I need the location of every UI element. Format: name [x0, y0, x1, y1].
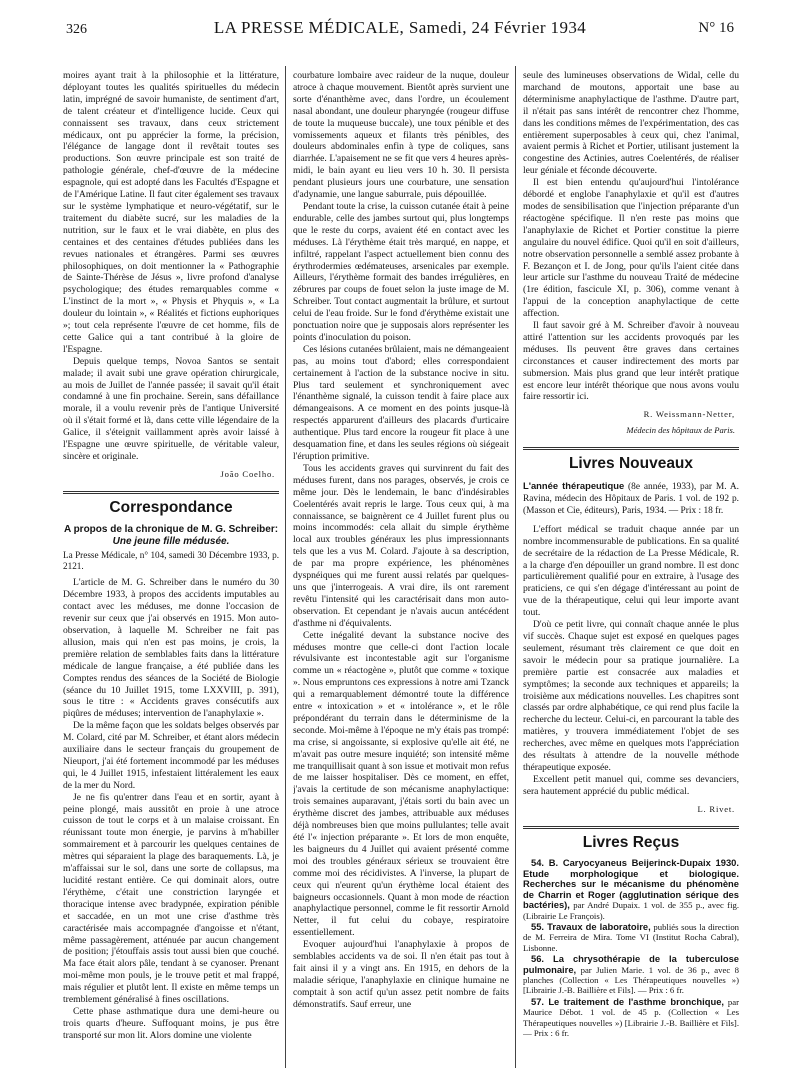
column-left: [63, 70, 279, 1070]
paragraph: Il faut savoir gré à M. Schreiber d'avoir à nouveau attiré l'attention sur les accidents provoqués par les méduses. Ils peuvent être graves dans certaines circonstances et causer indirectement des morts par submersion. Mais plus grand que leur intérêt pratique est encore leur intérêt théorique que nous avons voulu faire ressortir ici.: [523, 320, 739, 403]
received-title: 57. Le traitement de l'asthme bronchique,: [531, 995, 725, 1007]
paragraph: De la même façon que les soldats belges observés par M. Colard, cité par M. Schreiber, et étant alors médecin auxiliaire dans le secteur français du groupement de Nieuport, j'ai été fortement incommodé par les méduses qui, le 4 Juillet 1915, infestaient littéralement les eaux de la mer du Nord.: [63, 720, 279, 791]
received-title: 55. Travaux de laboratoire,: [531, 920, 651, 932]
author-affiliation: Médecin des hôpitaux de Paris.: [626, 425, 735, 436]
paragraph: D'où ce petit livre, qui connaît chaque année le plus vif succès. Chaque sujet est exposé en quelques pages seulement, résumant très clairement ce que doit en savoir le médecin pour sa pratique journalière. La première partie est consacrée aux maladies et symptômes; la seconde aux techniques et appareils; la troisième aux médications nouvelles. Les chapitres sont classés par ordre alphabétique, ce qui rend plus facile la recherche du lecteur. Celui-ci, en parcourant la table des matières, y trouvera immédiatement l'objet de ses recherches, avec même en quelques mots l'appréciation des résultats à attendre de la nouvelle méthode thérapeutique exposée.: [523, 619, 739, 773]
article-subtitle-italic: Une jeune fille médusée.: [112, 535, 230, 547]
received-details: par Julien Marie. 1 vol. de 36 p., avec 8 planches (Collection « Les Thérapeutiques nouvelles ») [Librairie J.-B. Baillière et Fils]. — Prix : 6 fr.: [523, 964, 739, 996]
article-subtitle: A propos de la chronique de M. G. Schreiber:: [63, 523, 279, 535]
journal-title: LA PRESSE MÉDICALE, Samedi, 24 Février 1934: [213, 18, 587, 37]
received-title: 54. B. Caryocyaneus Beijerinck-Dupaix 1930. Etude morphologique et biologique. Recherches sur le mécanisme du phénomène de Charrin et Roger (agglutination sérique des bactéries),: [523, 857, 739, 911]
paragraph: Cette phase asthmatique dura une demi-heure ou trois quarts d'heure. Suffoquant moins, je pus être transporté sur mon lit. Alors domine une violente: [63, 1005, 279, 1041]
section-title-correspondance: Correspondance: [63, 491, 279, 514]
list-item: [523, 997, 739, 1039]
paragraph: Il est bien entendu qu'aujourd'hui l'intolérance débordé et englobe l'anaphylaxie et qu'il est d'autres modes de sensibilisation que l'injection préparante d'un réactogène spécifique. Il n'en reste pas moins que l'anaphylaxie de Richet et Portier constitue la pierre angulaire du nouvel édifice. Quoi qu'il en soit d'ailleurs, notre observation personnelle a semblé assez probante à F. Bezançon et I. de Jong, pour qu'ils l'aient citée dans leur article sur l'asthme du nouveau Traité de médecine (1re édition, fascicule XI, p. 306), comme venant à l'appui de la conception anaphylactique de cette affection.: [523, 177, 739, 320]
paragraph: seule des lumineuses observations de Widal, celle du marchand de moutons, apportait une base au déterminisme anaphylactique de l'asthme. D'autre part, il n'était pas sans intérêt de rencontrer chez l'homme, dans les conditions mêmes de l'expérimentation, des cas entièrement superposables à ceux qui, chez l'animal, avaient permis à Richet et Portier, utilisant justement la congestine des Actinies, autres Coelentérés, de réaliser leur géniale et féconde découverte.: [523, 70, 739, 177]
list-item: [523, 858, 739, 920]
author-signature: L. Rivet.: [697, 803, 735, 814]
paragraph: Tous les accidents graves qui survinrent du fait des méduses furent, dans nos parages, observés, je crois ce même jour. Dès le lendemain, le banc d'indésirables Coelentérés avait repris le large. Tous ceux qui, à ma connaissance, se baignèrent ce 4 Juillet furent plus ou moins incommodés: cela allait du simple érythème local aux troubles généraux les plus impressionnants tels que les a vus M. Colard. J'ajoute à sa description, de par ma propre expérience, les phénomènes dyspnéiques qui me furent aussi relatés par quelques-uns que j'interrogeais. A vrai dire, ils ont rarement revêtu l'intensité qui les caractérisait dans mon auto-observation. Et cependant je n'avais aucun antécédent d'asthme ni d'équivalents.: [293, 462, 509, 629]
section-title-livres-nouveaux: Livres Nouveaux: [523, 447, 739, 470]
paragraph: Evoquer aujourd'hui l'anaphylaxie à propos de semblables accidents va de soi. Il n'en était pas tout à fait ainsi il y a vingt ans. En 1915, en dehors de la maladie sérique, l'anaphylaxie en clinique humaine ne comptait à son actif qu'un assez petit nombre de faits démonstratifs. Sauf erreur, une: [293, 939, 509, 1010]
received-details: par Maurice Débot. 1 vol. de 45 p. (Collection « Les Thérapeutiques nouvelles ») [Librairie J.-B. Baillière et Fils]. — Prix : 6 fr.: [523, 996, 739, 1038]
paragraph: L'article de M. G. Schreiber dans le numéro du 30 Décembre 1933, à propos des accidents imputables au contact avec les méduses, me donne l'occasion de revenir sur ceux que j'ai observés en 1915. Mon auto-observation, à laquelle M. Schreiber ne fait pas allusion, mais qui n'en est pas moins, je crois, la première relation de semblables faits dans la littérature médicale de langue française, a été publiée dans les Comptes rendus des séances de la Société de Biologie (séance du 10 Juillet 1915, tome LXXVIII, p. 391), sous le titre : « Accidents graves consécutifs aux piqûres de méduses; intervention de l'anaphylaxie ».: [63, 577, 279, 720]
author-signature: João Coelho.: [220, 468, 275, 479]
received-details: publiés sous la direction de M. Ferreira de Mira. Tome VI (Institut Rocha Cabral), Lisbonne.: [523, 921, 739, 953]
paragraph: Cette inégalité devant la substance nocive des méduses montre que celle-ci dont l'action locale révulsivante est incontestable agit sur l'organisme comme un « réactogène », plutôt que comme « toxique ». Nous empruntons ces expressions à notre ami Tzanck qui a remarquablement démontré toute la différence entre « intoxication » et « intolérance », et le rôle prépondérant du terrain dans le déterminisme de la seconde. Moi-même à l'époque ne m'y étais pas trompé: ma crise, si angoissante, si explosive qu'elle ait été, ne m'avait pas outre mesure inquiété; son intensité même me tranquillisait quant à son issue et motivait mon refus de me laisser hospitaliser. Dès ce moment, en effet, j'avais la certitude de son mécanisme anaphylactique: trois semaines auparavant, j'étais sorti du bain avec un érythème discret des jambes, attribuable aux méduses déjà nombreuses bien que moins pullulantes; telle avait été l'« injection préparante ». Et lors de mon enquête, les baigneurs du 4 Juillet qui avaient présenté comme moi des troubles généraux sérieux se trouvaient être comme moi des récidivistes. A l'inverse, la plupart de ceux qui n'eurent qu'un érythème local étaient des baigneurs occasionnels. Quant à mon mode de réaction anaphylactique personnel, comme le fit ressortir Arnold Netter, il fut celui du cobaye, respiratoire essentiellement.: [293, 629, 509, 939]
paragraph: Je ne fis qu'entrer dans l'eau et en sortir, ayant à peine plongé, mais aussitôt en proie à une atroce cuisson de tout le corps et à un malaise croissant. En réunissant toute mon énergie, je parvins à m'habiller sommairement et à parcourir les quelques centaines de mètres qui séparaient la plage des baraquements. Là, je m'affaissai sur le sol, dans une sorte de collapsus, ma lucidité restant entière. Ce qui dominait alors, outre l'érythème, c'était une constriction laryngée et thoracique intense avec bradypnée, expiration pénible et saccadée, en un mot une crise d'asthme très caractérisée mais accompagnée d'angoisse et n'étant, même passagèrement, atténuée par aucun changement de position; j'étouffais assis tout aussi bien que couché. Ma face était alors pâle, tendant à se cyanoser. Prenant moi-même mon pouls, je le trouve petit et mal frappé, mais régulier et plutôt lent. Il existe en même temps un tremblement généralisé à fines oscillations.: [63, 791, 279, 1006]
section-title-livres-recus: Livres Reçus: [523, 826, 739, 849]
paragraph: moires ayant trait à la philosophie et la littérature, déployant toutes les qualités spirituelles du médecin latin, imprégné de savoir humaniste, de sentiment d'art, de talent créateur et d'intelligence lucide. Ceux qui connaissent ses travaux, dans ceux strictement médicaux, ont pu apprécier la forme, la précision, l'élégance de langage dont il revêtait toutes ses productions. Son œuvre principale est son traité de pathologie générale, chef-d'œuvre de la médecine espagnole, qui est adopté dans les Facultés d'Espagne et de l'Amérique Latine. Il faut citer également ses travaux sur le système lymphatique et neuro-végétatif, sur le traitement du diabète sucré, sur les maladies de la nutrition, sur le faux et le vrai diabète, en plus des centaines et des centaines d'études publiées dans les revues nationales et étrangères. Parmi ses œuvres philosophiques, on doit mentionner la « Pathographie de Sainte-Thérèse de Jésus », livre profond d'analyse psychologique; des études remarquables comme « L'instinct de la mort », « Physis et Phyquis », « La douleur du lointain », « Réalités et fictions euphoriques »; tout cela représente l'œuvre de cet homme, fils de cette Galice qui a tant contribué à la gloire de l'Espagne.: [63, 70, 279, 355]
received-books-list: [523, 858, 739, 1038]
column-middle: [293, 70, 509, 1070]
author-signature: R. Weissmann-Netter,: [643, 409, 735, 420]
column-right: [523, 70, 739, 1070]
running-header: [66, 14, 734, 44]
column-rule: [515, 66, 516, 1068]
column-rule: [285, 66, 286, 1068]
paragraph: Excellent petit manuel qui, comme ses devanciers, sera hautement apprécié du public médical.: [523, 773, 739, 797]
book-title: L'année thérapeutique: [523, 480, 625, 492]
paragraph: L'effort médical se traduit chaque année par un nombre incommensurable de publications. En sa qualité de secrétaire de la rédaction de La Presse Médicale, R. a la charge d'en dépouiller un grand nombre. Il est donc particulièrement qualifié pour en extraire, à l'usage des praticiens, ce qui s'en dégage d'intéressant au point de vue de la thérapeutique, celui qui leur importe avant tout.: [523, 523, 739, 619]
issue-number: N° 16: [698, 20, 734, 36]
book-details: (8e année, 1933), par M. A. Ravina, médecin des Hôpitaux de Paris. 1 vol. de 192 p. (Masson et Cie, éditeurs), Paris, 1934. — Prix : 18 fr.: [523, 482, 739, 516]
book-entry: [523, 480, 739, 518]
reference-citation: La Presse Médicale, n° 104, samedi 30 Décembre 1933, p. 2121.: [63, 549, 279, 572]
received-title: 56. La chrysothérapie de la tuberculose pulmonaire,: [523, 953, 739, 975]
paragraph: courbature lombaire avec raideur de la nuque, douleur atroce à chaque mouvement. Bientôt après survient une sorte d'énanthème avec, dans l'ordre, un écoulement nasal abondant, une douleur pharyngée (rougeur diffuse de toute la muqueuse buccale), une toux pénible et des vomissements aqueux et filants très pénibles, des douleurs abdominales enfin à type de coliques, sans diarrhée. L'apaisement ne se fit que vers 4 heures après-midi, le bain ayant eu lieu vers 10 h. 30. Il persista pendant plusieurs jours une courbature, une sensation d'adynamie, une langue saburrale, puis dépouillée.: [293, 70, 509, 201]
list-item: [523, 922, 739, 953]
page-number: 326: [66, 22, 87, 37]
list-item: [523, 954, 739, 996]
paragraph: Pendant toute la crise, la cuisson cutanée était à peine endurable, celle des jambes surtout qui, plus longtemps que le reste du corps, avaient été en contact avec les méduses. Là l'érythème était très marqué, en nappe, et infiltré, rappelant l'aspect actuellement bien connu des érythrodermies œdémateuses, arsenicales par exemple. Ailleurs, l'érythème formait des bandes irrégulières, en zébrures par coups de fouet selon la juste image de M. Schreiber. Tout contact augmentait la brûlure, et surtout celui de l'eau froide. Sur le fond d'érythème existait une ponctuation noire que je supposais alors représenter les points d'inoculation du poison.: [293, 200, 509, 343]
paragraph: Depuis quelque temps, Novoa Santos se sentait malade; il avait subi une grave opération chirurgicale, au mois de Juillet de l'année passée; il savait qu'il était condamné à une fin prochaine. Serein, sans défaillance morale, il a voulu revenir près de l'antique Université où il s'était formé et là, dans cette ville légendaire de la Galice, il s'éteignit vaillamment après avoir laissé à l'Espagne une œuvre spirituelle, de véritable valeur, sincère et originale.: [63, 355, 279, 462]
received-details: par André Dupaix. 1 vol. de 355 p., avec fig. (Librairie Le François).: [523, 900, 739, 921]
paragraph: Ces lésions cutanées brûlaient, mais ne démangeaient pas, au moins tout d'abord; elles correspondaient certainement à l'action de la substance nocive in situ. Plus tard seulement et synchroniquement avec l'énanthème signalé, la cuisson tendit à faire place aux démangeaisons. A ce moment en des points jusque-là respectés apparurent d'ailleurs des placards d'urticaire authentique. Plus tard encore la rougeur fit place à une desquamation fine, et dans les seules régions où siégeait l'éruption primitive.: [293, 343, 509, 462]
